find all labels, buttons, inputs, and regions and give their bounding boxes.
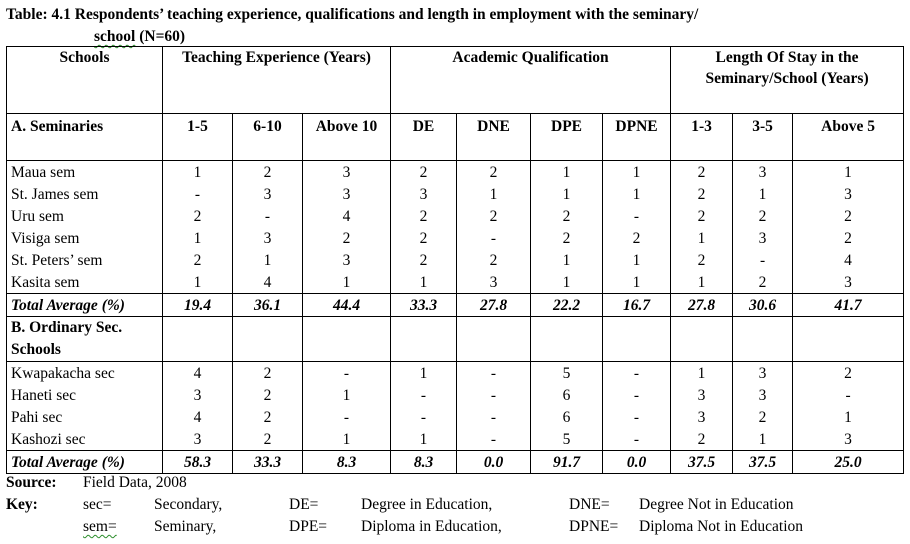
table-cell: -	[603, 384, 671, 406]
table-cell: 4	[163, 406, 233, 428]
title-school-word: school	[94, 28, 136, 45]
table-cell: -	[457, 428, 531, 451]
table-cell: 3	[457, 271, 531, 294]
table-cell: 1	[603, 249, 671, 271]
table-cell: 1	[163, 227, 233, 249]
header-length-of-stay: Length Of Stay in the Seminary/School (Years)	[671, 47, 904, 114]
total-cell: 91.7	[531, 451, 603, 474]
col-header: Above 10	[303, 114, 391, 161]
total-cell: 33.3	[233, 451, 303, 474]
table-cell: 1	[531, 161, 603, 184]
table-cell: -	[603, 428, 671, 451]
key-de: DE=	[289, 496, 319, 513]
table-cell: -	[733, 249, 793, 271]
table-cell: 2	[303, 227, 391, 249]
table-cell: 1	[303, 271, 391, 294]
school-name: Haneti sec	[7, 384, 163, 406]
table-cell: 3	[233, 227, 303, 249]
table-cell: 1	[233, 249, 303, 271]
table-cell: 3	[793, 183, 904, 205]
table-cell: 2	[671, 183, 733, 205]
table-row	[7, 161, 904, 184]
table-cell: 3	[733, 161, 793, 184]
col-header: DPNE	[603, 114, 671, 161]
table-cell: 1	[603, 271, 671, 294]
school-name: Visiga sem	[7, 227, 163, 249]
table-cell: -	[303, 362, 391, 385]
table-cell: 2	[457, 205, 531, 227]
total-cell: 0.0	[457, 451, 531, 474]
source-line	[6, 472, 187, 494]
total-cell: 19.4	[163, 294, 233, 317]
table-row	[7, 362, 904, 385]
key-sem: sem=	[83, 518, 117, 535]
table-cell: 1	[531, 249, 603, 271]
table-cell: 3	[303, 161, 391, 184]
table-cell: 2	[733, 271, 793, 294]
col-header: 3-5	[733, 114, 793, 161]
table-cell: 2	[163, 249, 233, 271]
total-cell: 58.3	[163, 451, 233, 474]
table-title	[6, 4, 906, 48]
col-header: 6-10	[233, 114, 303, 161]
table-cell: 2	[793, 227, 904, 249]
key-dne: DNE=	[569, 496, 610, 513]
school-name: Kasita sem	[7, 271, 163, 294]
table-cell: -	[603, 362, 671, 385]
table-cell: 1	[671, 362, 733, 385]
table-cell: -	[303, 406, 391, 428]
subheader-row	[7, 114, 904, 161]
total-cell: 44.4	[303, 294, 391, 317]
table-cell: 2	[671, 428, 733, 451]
table-row	[7, 428, 904, 451]
table-cell: 1	[303, 428, 391, 451]
table-cell: 1	[163, 271, 233, 294]
title-line-1: Table: 4.1 Respondents’ teaching experience, qualifications and length in employment with the seminary/	[6, 6, 699, 23]
table-cell: -	[457, 384, 531, 406]
total-cell: 16.7	[603, 294, 671, 317]
table-cell: -	[391, 384, 457, 406]
table-cell: 2	[671, 161, 733, 184]
table-cell: 2	[391, 227, 457, 249]
table-cell: 2	[531, 227, 603, 249]
key-line-1	[6, 494, 906, 516]
table-cell: 3	[733, 384, 793, 406]
table-row	[7, 384, 904, 406]
total-cell: 30.6	[733, 294, 793, 317]
table-cell: -	[457, 362, 531, 385]
key-dpne: DPNE=	[569, 518, 619, 535]
table-cell: 5	[531, 362, 603, 385]
table-cell: -	[233, 205, 303, 227]
school-name: Kashozi sec	[7, 428, 163, 451]
table-cell: -	[163, 183, 233, 205]
table-row	[7, 183, 904, 205]
source-text: Field Data, 2008	[83, 474, 187, 491]
table-cell: 3	[163, 428, 233, 451]
total-cell: 22.2	[531, 294, 603, 317]
table-cell: 3	[671, 384, 733, 406]
table-cell: 1	[671, 271, 733, 294]
table-row	[7, 406, 904, 428]
school-name: Maua sem	[7, 161, 163, 184]
header-schools: Schools	[7, 47, 163, 114]
section-a-label: A. Seminaries	[7, 114, 163, 161]
table-cell: 6	[531, 384, 603, 406]
key-sem-def: Seminary,	[154, 518, 217, 535]
table-cell: 2	[733, 205, 793, 227]
table-cell: 3	[233, 183, 303, 205]
total-label: Total Average (%)	[7, 451, 163, 474]
school-name: Pahi sec	[7, 406, 163, 428]
table-cell: 2	[671, 249, 733, 271]
table-cell: 2	[793, 362, 904, 385]
table-cell: 4	[163, 362, 233, 385]
col-header: 1-5	[163, 114, 233, 161]
title-sample-size: (N=60)	[135, 28, 186, 45]
total-cell: 33.3	[391, 294, 457, 317]
total-cell: 27.8	[457, 294, 531, 317]
table-cell: 1	[303, 384, 391, 406]
table-row	[7, 249, 904, 271]
table-cell: 2	[531, 205, 603, 227]
col-header: Above 5	[793, 114, 904, 161]
total-cell: 8.3	[303, 451, 391, 474]
table-cell: 3	[733, 362, 793, 385]
table-cell: 2	[233, 384, 303, 406]
table-cell: 1	[531, 183, 603, 205]
total-cell: 0.0	[603, 451, 671, 474]
table-cell: 4	[793, 249, 904, 271]
table-cell: 3	[733, 227, 793, 249]
table-cell: 1	[793, 161, 904, 184]
table-cell: 1	[391, 362, 457, 385]
col-header: 1-3	[671, 114, 733, 161]
table-cell: 2	[233, 406, 303, 428]
total-row-ordinary	[7, 451, 904, 474]
table-cell: 1	[391, 271, 457, 294]
table-cell: 1	[733, 428, 793, 451]
header-row	[7, 47, 904, 114]
seminaries-body	[7, 161, 904, 294]
table-cell: -	[603, 406, 671, 428]
table-cell: 3	[793, 271, 904, 294]
table-cell: 3	[671, 406, 733, 428]
table-cell: 2	[233, 428, 303, 451]
table-cell: 2	[391, 205, 457, 227]
header-teaching-experience: Teaching Experience (Years)	[163, 47, 391, 114]
table-cell: 4	[303, 205, 391, 227]
table-cell: -	[391, 406, 457, 428]
key-sec: sec=	[83, 496, 112, 513]
key-de-def: Degree in Education,	[361, 496, 493, 513]
total-cell: 25.0	[793, 451, 904, 474]
total-label: Total Average (%)	[7, 294, 163, 317]
table-cell: 1	[603, 161, 671, 184]
col-header: DNE	[457, 114, 531, 161]
key-dne-def: Degree Not in Education	[639, 496, 794, 513]
key-label: Key:	[6, 496, 38, 513]
school-name: St. Peters’ sem	[7, 249, 163, 271]
total-row-seminaries	[7, 294, 904, 317]
key-sec-def: Secondary,	[154, 496, 223, 513]
table-cell: -	[457, 406, 531, 428]
respondents-table	[6, 46, 904, 474]
table-cell: 2	[391, 161, 457, 184]
section-b-row	[7, 317, 904, 362]
table-row	[7, 271, 904, 294]
table-cell: 2	[457, 161, 531, 184]
school-name: Uru sem	[7, 205, 163, 227]
total-cell: 36.1	[233, 294, 303, 317]
table-cell: 3	[793, 428, 904, 451]
total-cell: 37.5	[671, 451, 733, 474]
table-cell: 2	[671, 205, 733, 227]
table-cell: 2	[733, 406, 793, 428]
section-b-label: B. Ordinary Sec. Schools	[7, 317, 163, 362]
table-cell: 4	[233, 271, 303, 294]
table-cell: 2	[793, 205, 904, 227]
total-cell: 37.5	[733, 451, 793, 474]
school-name: Kwapakacha sec	[7, 362, 163, 385]
header-academic-qualification: Academic Qualification	[391, 47, 671, 114]
key-dpe-def: Diploma in Education,	[361, 518, 502, 535]
table-cell: 1	[671, 227, 733, 249]
table-cell: 1	[531, 271, 603, 294]
school-name: St. James sem	[7, 183, 163, 205]
table-cell: 1	[457, 183, 531, 205]
table-cell: 1	[391, 428, 457, 451]
table-cell: 3	[163, 384, 233, 406]
table-cell: 2	[391, 249, 457, 271]
table-cell: 6	[531, 406, 603, 428]
table-cell: -	[457, 227, 531, 249]
total-cell: 41.7	[793, 294, 904, 317]
col-header: DPE	[531, 114, 603, 161]
total-cell: 8.3	[391, 451, 457, 474]
col-header: DE	[391, 114, 457, 161]
table-cell: 1	[733, 183, 793, 205]
table-row	[7, 227, 904, 249]
table-cell: 1	[603, 183, 671, 205]
table-cell: 2	[457, 249, 531, 271]
ordinary-body	[7, 362, 904, 451]
table-cell: 3	[303, 249, 391, 271]
table-cell: 3	[391, 183, 457, 205]
table-cell: 1	[793, 406, 904, 428]
source-label: Source:	[6, 474, 57, 491]
key-dpe: DPE=	[289, 518, 328, 535]
key-dpne-def: Diploma Not in Education	[639, 518, 804, 535]
table-cell: 5	[531, 428, 603, 451]
table-cell: 2	[233, 161, 303, 184]
table-row	[7, 205, 904, 227]
table-cell: 2	[163, 205, 233, 227]
table-cell: 2	[233, 362, 303, 385]
table-cell: -	[603, 205, 671, 227]
table-cell: 2	[603, 227, 671, 249]
table-cell: 1	[163, 161, 233, 184]
table-cell: -	[793, 384, 904, 406]
total-cell: 27.8	[671, 294, 733, 317]
table-cell: 3	[303, 183, 391, 205]
